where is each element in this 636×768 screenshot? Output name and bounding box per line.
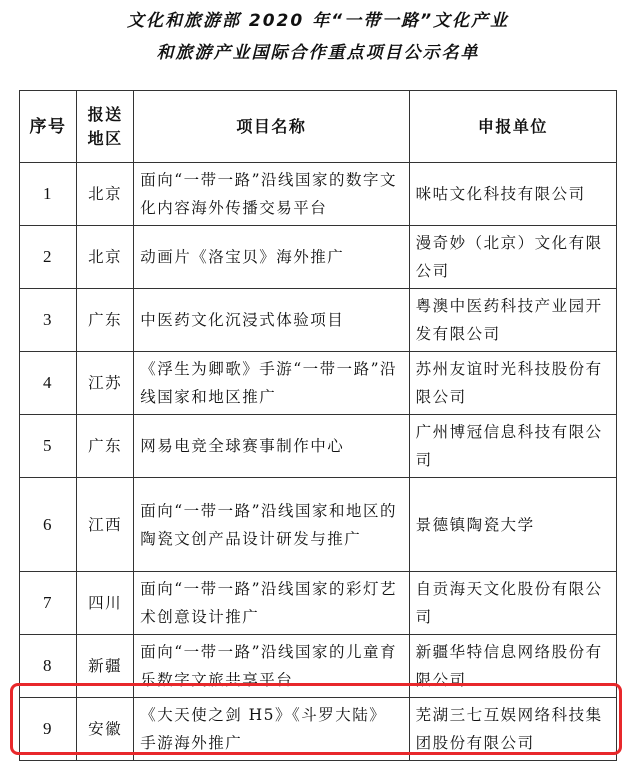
row-project-name: 面向“一带一路”沿线国家的彩灯艺术创意设计推广 xyxy=(134,572,409,635)
row-project-name: 中医药文化沉浸式体验项目 xyxy=(134,289,409,352)
table-row xyxy=(20,478,617,572)
row-unit: 咪咕文化科技有限公司 xyxy=(409,163,616,226)
row-no: 9 xyxy=(20,698,77,761)
row-no: 4 xyxy=(20,352,77,415)
row-region: 北京 xyxy=(77,226,134,289)
row-project-name: 《浮生为卿歌》手游“一带一路”沿线国家和地区推广 xyxy=(134,352,409,415)
table-row xyxy=(20,226,617,289)
row-region: 江西 xyxy=(77,478,134,572)
row-no: 6 xyxy=(20,478,77,572)
row-unit: 景德镇陶瓷大学 xyxy=(409,478,616,572)
row-no: 7 xyxy=(20,572,77,635)
row-no: 1 xyxy=(20,163,77,226)
header-region: 报送地区 xyxy=(77,91,134,163)
row-unit: 粤澳中医药科技产业园开发有限公司 xyxy=(409,289,616,352)
row-region: 新疆 xyxy=(77,635,134,698)
row-project-name: 动画片《洛宝贝》海外推广 xyxy=(134,226,409,289)
row-no: 5 xyxy=(20,415,77,478)
row-unit: 自贡海天文化股份有限公司 xyxy=(409,572,616,635)
row-region: 广东 xyxy=(77,415,134,478)
row-project-name: 面向“一带一路”沿线国家和地区的陶瓷文创产品设计研发与推广 xyxy=(134,478,409,572)
table-row-highlighted xyxy=(20,698,617,761)
row-no: 8 xyxy=(20,635,77,698)
row-project-name: 面向“一带一路”沿线国家的儿童育乐数字文旅共享平台 xyxy=(134,635,409,698)
row-region: 江苏 xyxy=(77,352,134,415)
project-table xyxy=(19,90,617,761)
document-title-line2: 和旅游产业国际合作重点项目公示名单 xyxy=(156,43,480,63)
row-region: 北京 xyxy=(77,163,134,226)
document-title-line1: 文化和旅游部 2020 年“一带一路”文化产业 xyxy=(126,11,510,31)
row-project-name: 面向“一带一路”沿线国家的数字文化内容海外传播交易平台 xyxy=(134,163,409,226)
row-no: 2 xyxy=(20,226,77,289)
table-row xyxy=(20,572,617,635)
row-unit: 苏州友谊时光科技股份有限公司 xyxy=(409,352,616,415)
row-unit: 广州博冠信息科技有限公司 xyxy=(409,415,616,478)
row-region: 安徽 xyxy=(77,698,134,761)
table-row xyxy=(20,163,617,226)
row-region: 四川 xyxy=(77,572,134,635)
row-project-name: 网易电竞全球赛事制作中心 xyxy=(134,415,409,478)
row-project-name: 《大天使之剑 H5》《斗罗大陆》手游海外推广 xyxy=(134,698,409,761)
row-unit: 芜湖三七互娱网络科技集团股份有限公司 xyxy=(409,698,616,761)
header-no: 序号 xyxy=(20,91,77,163)
header-project-name: 项目名称 xyxy=(134,91,409,163)
row-unit: 新疆华特信息网络股份有限公司 xyxy=(409,635,616,698)
row-unit: 漫奇妙（北京）文化有限公司 xyxy=(409,226,616,289)
table-row xyxy=(20,635,617,698)
table-header-row xyxy=(20,91,617,163)
table-row xyxy=(20,415,617,478)
header-unit: 申报单位 xyxy=(409,91,616,163)
row-region: 广东 xyxy=(77,289,134,352)
table-row xyxy=(20,352,617,415)
table-row xyxy=(20,289,617,352)
row-no: 3 xyxy=(20,289,77,352)
